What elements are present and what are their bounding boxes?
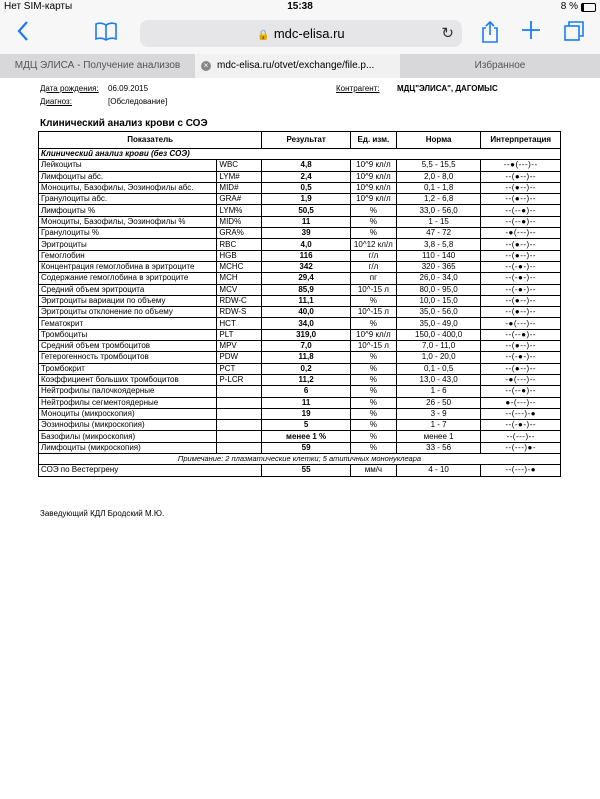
result-value: менее 1 % (262, 431, 351, 442)
param-code: MID# (217, 182, 262, 193)
param-name: Концентрация гемоглобина в эритроците (39, 261, 217, 272)
norm-value: 1,2 - 6,8 (396, 194, 481, 205)
param-name: Гранулоциты абс. (39, 194, 217, 205)
col-header: Норма (396, 132, 481, 149)
unit-value: мм/ч (350, 465, 396, 476)
tab-label: Избранное (474, 60, 526, 71)
lock-icon: 🔒 (257, 30, 270, 41)
result-value: 50,5 (262, 205, 351, 216)
interpretation-value: --(---)-- (481, 431, 561, 442)
param-name: Эритроциты отклонение по объему (39, 307, 217, 318)
unit-value: 10^-15 л (350, 341, 396, 352)
interpretation-value: --(---)-● (481, 408, 561, 419)
clock: 15:38 (287, 1, 313, 12)
norm-value: 0,1 - 1,8 (396, 182, 481, 193)
result-value: 4,8 (262, 160, 351, 171)
section-row (39, 149, 561, 160)
result-value: 59 (262, 442, 351, 453)
table-row (39, 408, 561, 419)
dob-value: 06.09.2015 (108, 84, 149, 93)
interpretation-value: --(-●-)-- (481, 261, 561, 272)
interpretation-value: --(●--)-- (481, 182, 561, 193)
table-row (39, 329, 561, 340)
table-row (39, 250, 561, 261)
table-row (39, 239, 561, 250)
interpretation-value: --●(---)-- (481, 160, 561, 171)
norm-value: 3 - 9 (396, 408, 481, 419)
battery-percent: 8 % (560, 1, 578, 12)
param-code (217, 397, 262, 408)
table-row (39, 374, 561, 385)
close-icon[interactable]: × (201, 61, 211, 71)
result-value: 11,1 (262, 295, 351, 306)
param-name: Тромбоциты (39, 329, 217, 340)
interpretation-value: --(---)●- (481, 442, 561, 453)
interpretation-value: --(-●-)-- (481, 273, 561, 284)
report-title: Клинический анализ крови с СОЭ (40, 118, 208, 129)
table-row (39, 182, 561, 193)
norm-value: 80,0 - 95,0 (396, 284, 481, 295)
result-value: 11,8 (262, 352, 351, 363)
table-row (39, 273, 561, 284)
tab-favorites[interactable] (400, 54, 600, 78)
interpretation-value: --(-●-)-- (481, 284, 561, 295)
note-text: Примечание: 2 плазматические клетки; 5 атипичных мононуклеара (39, 454, 561, 465)
contractor-value: МДЦ"ЭЛИСА", ДАГОМЫС (397, 84, 498, 93)
norm-value: 47 - 72 (396, 228, 481, 239)
interpretation-value: --(--●)-- (481, 205, 561, 216)
interpretation-value: -●(---)-- (481, 374, 561, 385)
param-name: Гематокрит (39, 318, 217, 329)
result-value: 5 (262, 420, 351, 431)
table-row (39, 363, 561, 374)
norm-value: 1,0 - 20,0 (396, 352, 481, 363)
interpretation-value: --(--●)-- (481, 216, 561, 227)
result-value: 39 (262, 228, 351, 239)
unit-value: пг (350, 273, 396, 284)
param-name: Гемоглобин (39, 250, 217, 261)
plus-icon[interactable] (521, 20, 541, 47)
norm-value: 3,8 - 5,8 (396, 239, 481, 250)
result-value: 0,2 (262, 363, 351, 374)
interpretation-value: -●(---)-- (481, 318, 561, 329)
norm-value: менее 1 (396, 431, 481, 442)
unit-value: % (350, 408, 396, 419)
norm-value: 35,0 - 49,0 (396, 318, 481, 329)
param-code: PLT (217, 329, 262, 340)
results-table (38, 131, 561, 477)
unit-value: % (350, 363, 396, 374)
interpretation-value: --(---)-● (481, 465, 561, 476)
table-row (39, 341, 561, 352)
result-value: 11,2 (262, 374, 351, 385)
norm-value: 1 - 6 (396, 386, 481, 397)
result-value: 34,0 (262, 318, 351, 329)
unit-value: % (350, 374, 396, 385)
carrier-label: Нет SIM-карты (4, 1, 73, 12)
param-name: Средний объем эритроцита (39, 284, 217, 295)
unit-value: г/л (350, 261, 396, 272)
pdf-document (0, 78, 600, 799)
tab-file-pdf[interactable] (195, 54, 400, 78)
param-code: MCHC (217, 261, 262, 272)
result-value: 2,4 (262, 171, 351, 182)
unit-value: % (350, 318, 396, 329)
param-name: Моноциты (микроскопия) (39, 408, 217, 419)
table-row (39, 205, 561, 216)
address-bar[interactable] (140, 20, 462, 47)
interpretation-value: ●-(---)-- (481, 397, 561, 408)
param-code: MID% (217, 216, 262, 227)
result-value: 11 (262, 216, 351, 227)
unit-value: % (350, 397, 396, 408)
param-name: Нейтрофилы палочкоядерные (39, 386, 217, 397)
norm-value: 35,0 - 56,0 (396, 307, 481, 318)
param-code (217, 442, 262, 453)
table-header (39, 132, 561, 149)
table-row (39, 442, 561, 453)
table-row (39, 160, 561, 171)
result-value: 11 (262, 397, 351, 408)
param-code (217, 408, 262, 419)
book-icon[interactable] (94, 20, 118, 49)
result-value: 4,0 (262, 239, 351, 250)
unit-value: 10^-15 л (350, 307, 396, 318)
param-name: Лимфоциты (микроскопия) (39, 442, 217, 453)
diagnosis-label: Диагноз: (40, 97, 72, 106)
table-row (39, 295, 561, 306)
unit-value: % (350, 205, 396, 216)
unit-value: 10^9 кл/л (350, 329, 396, 340)
norm-value: 33,0 - 56,0 (396, 205, 481, 216)
result-value: 55 (262, 465, 351, 476)
share-icon[interactable] (480, 20, 500, 51)
table-row (39, 171, 561, 182)
norm-value: 150,0 - 400,0 (396, 329, 481, 340)
unit-value: 10^12 кл/л (350, 239, 396, 250)
param-name: Моноциты, Базофилы, Эозинофилы абс. (39, 182, 217, 193)
unit-value: 10^9 кл/л (350, 160, 396, 171)
norm-value: 33 - 56 (396, 442, 481, 453)
section-title: Клинический анализ крови (без СОЭ) (39, 149, 561, 160)
table-row (39, 284, 561, 295)
param-name: Лимфоциты абс. (39, 171, 217, 182)
table-row (39, 386, 561, 397)
param-name: Нейтрофилы сегментоядерные (39, 397, 217, 408)
param-name: Эритроциты (39, 239, 217, 250)
result-value: 0,5 (262, 182, 351, 193)
url-text: mdc-elisa.ru (273, 26, 345, 41)
col-header: Результат (262, 132, 351, 149)
battery-icon (581, 3, 596, 12)
param-name: Содержание гемоглобина в эритроците (39, 273, 217, 284)
param-code (217, 431, 262, 442)
param-name: Моноциты, Базофилы, Эозинофилы % (39, 216, 217, 227)
unit-value: % (350, 386, 396, 397)
result-value: 1,9 (262, 194, 351, 205)
table-row (39, 397, 561, 408)
norm-value: 1 - 7 (396, 420, 481, 431)
unit-value: г/л (350, 250, 396, 261)
norm-value: 10,0 - 15,0 (396, 295, 481, 306)
norm-value: 26 - 50 (396, 397, 481, 408)
unit-value: % (350, 295, 396, 306)
param-code: HGB (217, 250, 262, 261)
unit-value: % (350, 431, 396, 442)
table-row (39, 318, 561, 329)
norm-value: 320 - 365 (396, 261, 481, 272)
param-code: MCH (217, 273, 262, 284)
tab-bar (0, 54, 600, 79)
param-name: Гетерогенность тромбоцитов (39, 352, 217, 363)
contractor-label: Контрагент: (336, 84, 380, 93)
signature-line: Заведующий КДЛ Бродский М.Ю. (40, 509, 165, 518)
norm-value: 2,0 - 8,0 (396, 171, 481, 182)
reload-icon[interactable]: ↻ (441, 25, 454, 42)
param-name: Коэффициент больших тромбоцитов (39, 374, 217, 385)
esr-row (39, 465, 561, 476)
table-row (39, 228, 561, 239)
result-value: 6 (262, 386, 351, 397)
param-name: Эритроциты вариации по объему (39, 295, 217, 306)
param-code: RBC (217, 239, 262, 250)
result-value: 342 (262, 261, 351, 272)
unit-value: 10^-15 л (350, 284, 396, 295)
norm-value: 4 - 10 (396, 465, 481, 476)
result-value: 116 (262, 250, 351, 261)
param-name: Тромбокрит (39, 363, 217, 374)
note-row (39, 454, 561, 465)
interpretation-value: --(●--)-- (481, 239, 561, 250)
norm-value: 1 - 15 (396, 216, 481, 227)
table-row (39, 420, 561, 431)
unit-value: % (350, 442, 396, 453)
param-code (217, 420, 262, 431)
browser-toolbar (0, 14, 600, 54)
interpretation-value: --(--●)-- (481, 329, 561, 340)
result-value: 85,9 (262, 284, 351, 295)
result-value: 319,0 (262, 329, 351, 340)
unit-value: % (350, 228, 396, 239)
param-code: MPV (217, 341, 262, 352)
interpretation-value: --(●--)-- (481, 295, 561, 306)
unit-value: 10^9 кл/л (350, 182, 396, 193)
interpretation-value: --(●--)-- (481, 194, 561, 205)
unit-value: % (350, 352, 396, 363)
unit-value: 10^9 кл/л (350, 171, 396, 182)
col-header: Интерпретация (481, 132, 561, 149)
table-row (39, 431, 561, 442)
interpretation-value: --(-●-)-- (481, 420, 561, 431)
tab-label: mdc-elisa.ru/otvet/exchange/file.p... (217, 60, 375, 71)
col-header: Ед. изм. (350, 132, 396, 149)
status-bar (0, 0, 600, 14)
param-code: PDW (217, 352, 262, 363)
norm-value: 26,0 - 34,0 (396, 273, 481, 284)
interpretation-value: --(●--)-- (481, 171, 561, 182)
tabs-icon[interactable] (563, 20, 585, 49)
interpretation-value: --(●--)-- (481, 341, 561, 352)
param-name: Лимфоциты % (39, 205, 217, 216)
param-code: P-LCR (217, 374, 262, 385)
interpretation-value: --(●--)-- (481, 363, 561, 374)
param-code: GRA# (217, 194, 262, 205)
param-code: MCV (217, 284, 262, 295)
param-code: LYM# (217, 171, 262, 182)
table-row (39, 216, 561, 227)
param-code: RDW-C (217, 295, 262, 306)
unit-value: 10^9 кл/л (350, 194, 396, 205)
norm-value: 0,1 - 0,5 (396, 363, 481, 374)
norm-value: 110 - 140 (396, 250, 481, 261)
tab-elisa-results[interactable] (0, 54, 195, 78)
unit-value: % (350, 216, 396, 227)
param-name: Базофилы (микроскопия) (39, 431, 217, 442)
interpretation-value: -●(---)-- (481, 228, 561, 239)
result-value: 40,0 (262, 307, 351, 318)
param-name: Эозинофилы (микроскопия) (39, 420, 217, 431)
dob-label: Дата рождения: (40, 84, 99, 93)
param-code: HCT (217, 318, 262, 329)
result-value: 19 (262, 408, 351, 419)
interpretation-value: --(●--)-- (481, 307, 561, 318)
param-code: LYM% (217, 205, 262, 216)
norm-value: 5,5 - 15,5 (396, 160, 481, 171)
interpretation-value: --(--●)-- (481, 386, 561, 397)
table-row (39, 261, 561, 272)
param-name: Средний объем тромбоцитов (39, 341, 217, 352)
result-value: 7,0 (262, 341, 351, 352)
diagnosis-value: [Обследование] (108, 97, 168, 106)
unit-value: % (350, 420, 396, 431)
param-code: WBC (217, 160, 262, 171)
param-code: GRA% (217, 228, 262, 239)
norm-value: 7,0 - 11,0 (396, 341, 481, 352)
result-value: 29,4 (262, 273, 351, 284)
param-code: PCT (217, 363, 262, 374)
chevron-left-icon[interactable] (16, 20, 30, 49)
param-name: Гранулоциты % (39, 228, 217, 239)
param-code: RDW-S (217, 307, 262, 318)
param-name: Лейкоциты (39, 160, 217, 171)
table-row (39, 194, 561, 205)
interpretation-value: --(●--)-- (481, 250, 561, 261)
param-name: СОЭ по Вестергрену (39, 465, 262, 476)
norm-value: 13,0 - 43,0 (396, 374, 481, 385)
table-row (39, 307, 561, 318)
param-code (217, 386, 262, 397)
table-row (39, 352, 561, 363)
col-header: Показатель (39, 132, 262, 149)
interpretation-value: --(-●-)-- (481, 352, 561, 363)
tab-label: МДЦ ЭЛИСА - Получение анализов (14, 60, 181, 71)
